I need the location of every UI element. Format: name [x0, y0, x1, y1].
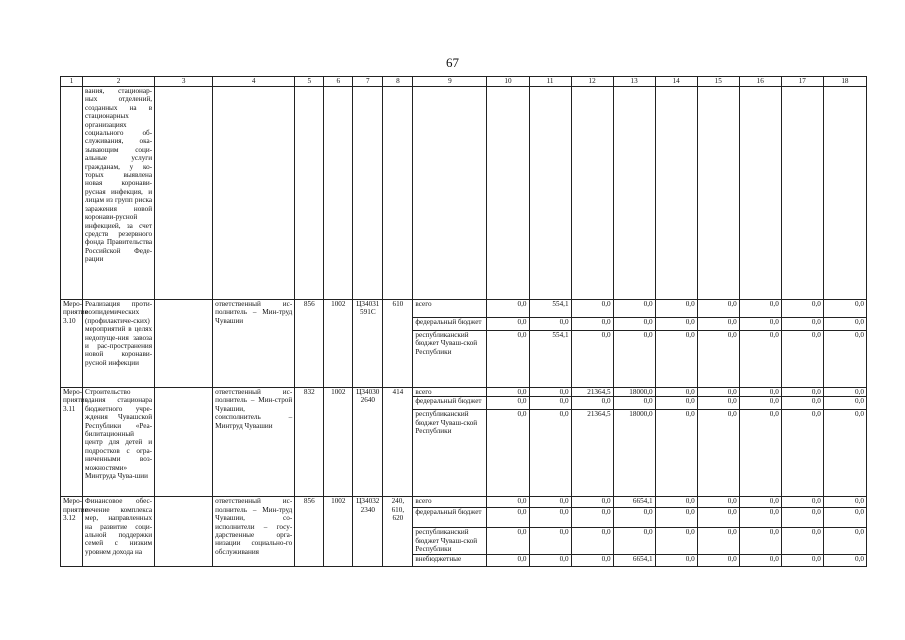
funding-source: всего — [413, 497, 487, 508]
funding-value: 0,0 — [823, 497, 866, 508]
grbs-code: 856 — [295, 497, 324, 566]
funding-value: 0,0 — [655, 388, 697, 397]
csr-code: Ц34032 2340 — [353, 497, 383, 566]
column-number-1: 1 — [61, 77, 83, 87]
funding-source: республиканский бюджет Чуваш-ской Республики — [413, 331, 487, 388]
funding-value: 554,1 — [529, 300, 571, 318]
page-number: 67 — [446, 55, 459, 70]
funding-value: 0,0 — [613, 528, 655, 554]
funding-value: 0,0 — [781, 331, 823, 388]
funding-value: 0,0 — [571, 554, 613, 566]
empty-cell — [413, 87, 487, 300]
column-number-14: 14 — [655, 77, 697, 87]
funding-source: федеральный бюджет — [413, 318, 487, 331]
funding-value: 0,0 — [655, 318, 697, 331]
column-number-18: 18 — [823, 77, 866, 87]
column-number-7: 7 — [353, 77, 383, 87]
funding-value: 0,0 — [823, 331, 866, 388]
funding-value: 0,0 — [487, 410, 529, 497]
funding-value: 0,0 — [529, 397, 571, 410]
column-number-row — [61, 77, 867, 87]
funding-source: республиканский бюджет Чуваш-ской Республики — [413, 410, 487, 497]
funding-value: 6654,1 — [613, 497, 655, 508]
funding-value: 0,0 — [781, 300, 823, 318]
column-number-15: 15 — [697, 77, 739, 87]
funding-value: 0,0 — [781, 397, 823, 410]
empty-cell — [155, 87, 213, 300]
funding-value: 21364,5 — [571, 410, 613, 497]
funding-value: 0,0 — [697, 397, 739, 410]
table-row — [61, 300, 867, 318]
funding-value: 0,0 — [739, 300, 781, 318]
funding-value: 0,0 — [571, 318, 613, 331]
csr-code: Ц34030 2640 — [353, 388, 383, 497]
empty-cell — [383, 87, 413, 300]
empty-cell — [739, 87, 781, 300]
funding-value: 0,0 — [823, 508, 866, 528]
column-number-16: 16 — [739, 77, 781, 87]
column-3-cell — [155, 388, 213, 497]
empty-cell — [61, 87, 83, 300]
funding-value: 0,0 — [613, 318, 655, 331]
column-number-8: 8 — [383, 77, 413, 87]
measure-code: Меро-приятие 3.10 — [61, 300, 83, 388]
funding-value: 0,0 — [571, 331, 613, 388]
funding-value: 0,0 — [781, 497, 823, 508]
funding-value: 0,0 — [655, 528, 697, 554]
vr-code: 240, 610, 620 — [383, 497, 413, 566]
funding-source: федеральный бюджет — [413, 397, 487, 410]
empty-cell — [324, 87, 353, 300]
measure-name: Строительство здания стационара бюджетного учре-ждения Чувашской Республики «Реа-билитационный центр для детей и подростков с огра-ниченными воз-можностями» Минтруда Чува-шии — [83, 388, 155, 497]
funding-value: 0,0 — [697, 318, 739, 331]
funding-value: 554,1 — [529, 331, 571, 388]
measure-name-continued: вания, стационар-ных отделений, созданных на в стационарных организациях социального об-служивания, ока-зывающим соци-альные услуги гражданам, у ко-торых выявлена новая коронави-русная инфекция, и лицам из групп риска заражения новой коронави-русной инфекцией, за счет средств резервного фонда Правительства Российской Феде-рации — [83, 87, 155, 300]
empty-cell — [781, 87, 823, 300]
funding-value: 0,0 — [823, 300, 866, 318]
funding-value: 0,0 — [697, 331, 739, 388]
funding-value: 0,0 — [487, 388, 529, 397]
empty-cell — [655, 87, 697, 300]
column-number-10: 10 — [487, 77, 529, 87]
funding-value: 0,0 — [655, 554, 697, 566]
funding-value: 0,0 — [739, 497, 781, 508]
empty-cell — [613, 87, 655, 300]
funding-value: 0,0 — [529, 528, 571, 554]
funding-value: 0,0 — [613, 397, 655, 410]
column-number-6: 6 — [324, 77, 353, 87]
funding-value: 0,0 — [739, 318, 781, 331]
funding-value: 0,0 — [697, 554, 739, 566]
funding-value: 0,0 — [487, 508, 529, 528]
rzpr-code: 1002 — [324, 497, 353, 566]
column-3-cell — [155, 497, 213, 566]
column-number-4: 4 — [213, 77, 295, 87]
empty-cell — [529, 87, 571, 300]
funding-value: 0,0 — [697, 528, 739, 554]
funding-value: 0,0 — [487, 318, 529, 331]
measure-name: Финансовое обес-печение комплекса мер, направленных на развитие соци-альной поддержки семей с низким уровнем дохода на — [83, 497, 155, 566]
funding-value: 0,0 — [571, 528, 613, 554]
funding-value: 6654,1 — [613, 554, 655, 566]
funding-value: 0,0 — [823, 388, 866, 397]
funding-value: 18000,0 — [613, 410, 655, 497]
funding-value: 0,0 — [739, 397, 781, 410]
executor-cell: ответственный ис-полнитель – Мин-труд Чувашии — [213, 300, 295, 388]
empty-cell — [213, 87, 295, 300]
funding-value: 0,0 — [697, 497, 739, 508]
funding-value: 0,0 — [613, 300, 655, 318]
column-number-3: 3 — [155, 77, 213, 87]
rzpr-code: 1002 — [324, 300, 353, 388]
funding-value: 0,0 — [655, 331, 697, 388]
budget-table — [60, 76, 867, 567]
grbs-code: 856 — [295, 300, 324, 388]
column-3-cell — [155, 300, 213, 388]
funding-source: федеральный бюджет — [413, 508, 487, 528]
funding-value: 0,0 — [781, 388, 823, 397]
column-number-13: 13 — [613, 77, 655, 87]
funding-value: 0,0 — [655, 410, 697, 497]
column-number-12: 12 — [571, 77, 613, 87]
funding-value: 0,0 — [487, 300, 529, 318]
table-row — [61, 497, 867, 508]
funding-value: 0,0 — [739, 388, 781, 397]
funding-value: 0,0 — [655, 300, 697, 318]
funding-value: 0,0 — [781, 318, 823, 331]
funding-value: 0,0 — [823, 410, 866, 497]
funding-value: 0,0 — [529, 497, 571, 508]
grbs-code: 832 — [295, 388, 324, 497]
funding-value: 0,0 — [739, 554, 781, 566]
measure-name: Реализация проти-воэпидемических (профилактиче-ских) мероприятий в целях недопуще-ния завоза и рас-пространения новой коронави-русной инфекции — [83, 300, 155, 388]
funding-value: 0,0 — [487, 554, 529, 566]
funding-value: 0,0 — [739, 508, 781, 528]
funding-value: 0,0 — [697, 508, 739, 528]
executor-cell: ответственный ис-полнитель – Мин-строй Чувашии, соисполнитель – Минтруд Чувашии — [213, 388, 295, 497]
funding-value: 0,0 — [529, 318, 571, 331]
funding-source: всего — [413, 300, 487, 318]
column-number-9: 9 — [413, 77, 487, 87]
funding-value: 0,0 — [823, 397, 866, 410]
funding-source: внебюджетные — [413, 554, 487, 566]
funding-value: 0,0 — [697, 300, 739, 318]
funding-value: 0,0 — [739, 331, 781, 388]
empty-cell — [823, 87, 866, 300]
funding-value: 0,0 — [655, 497, 697, 508]
funding-source: всего — [413, 388, 487, 397]
funding-value: 0,0 — [529, 554, 571, 566]
funding-value: 0,0 — [823, 528, 866, 554]
column-number-5: 5 — [295, 77, 324, 87]
funding-value: 0,0 — [529, 508, 571, 528]
funding-value: 0,0 — [655, 397, 697, 410]
csr-code: Ц34031 591С — [353, 300, 383, 388]
table-row — [61, 388, 867, 397]
funding-value: 0,0 — [655, 508, 697, 528]
empty-cell — [353, 87, 383, 300]
funding-value: 0,0 — [529, 410, 571, 497]
funding-value: 0,0 — [571, 508, 613, 528]
funding-value: 0,0 — [529, 388, 571, 397]
funding-value: 0,0 — [487, 497, 529, 508]
funding-source: республиканский бюджет Чуваш-ской Республики — [413, 528, 487, 554]
funding-value: 0,0 — [613, 331, 655, 388]
funding-value: 0,0 — [823, 554, 866, 566]
executor-cell: ответственный ис-полнитель – Мин-труд Чувашии, со-исполнители – госу-дарственные орга-низации социально-го обслуживания — [213, 497, 295, 566]
funding-value: 0,0 — [739, 410, 781, 497]
vr-code: 414 — [383, 388, 413, 497]
funding-value: 0,0 — [781, 554, 823, 566]
funding-value: 0,0 — [781, 508, 823, 528]
funding-value: 0,0 — [781, 410, 823, 497]
continuation-row — [61, 87, 867, 300]
funding-value: 0,0 — [487, 331, 529, 388]
column-number-2: 2 — [83, 77, 155, 87]
empty-cell — [571, 87, 613, 300]
funding-value: 0,0 — [823, 318, 866, 331]
rzpr-code: 1002 — [324, 388, 353, 497]
empty-cell — [295, 87, 324, 300]
vr-code: 610 — [383, 300, 413, 388]
funding-value: 0,0 — [571, 300, 613, 318]
empty-cell — [487, 87, 529, 300]
funding-value: 18000,0 — [613, 388, 655, 397]
funding-value: 0,0 — [697, 388, 739, 397]
funding-value: 0,0 — [487, 397, 529, 410]
funding-value: 0,0 — [613, 508, 655, 528]
funding-value: 0,0 — [781, 528, 823, 554]
column-number-17: 17 — [781, 77, 823, 87]
funding-value: 0,0 — [571, 397, 613, 410]
funding-value: 21364,5 — [571, 388, 613, 397]
empty-cell — [697, 87, 739, 300]
column-number-11: 11 — [529, 77, 571, 87]
funding-value: 0,0 — [697, 410, 739, 497]
funding-value: 0,0 — [487, 528, 529, 554]
measure-code: Меро-приятие 3.11 — [61, 388, 83, 497]
funding-value: 0,0 — [571, 497, 613, 508]
funding-value: 0,0 — [739, 528, 781, 554]
measure-code: Меро-приятие 3.12 — [61, 497, 83, 566]
